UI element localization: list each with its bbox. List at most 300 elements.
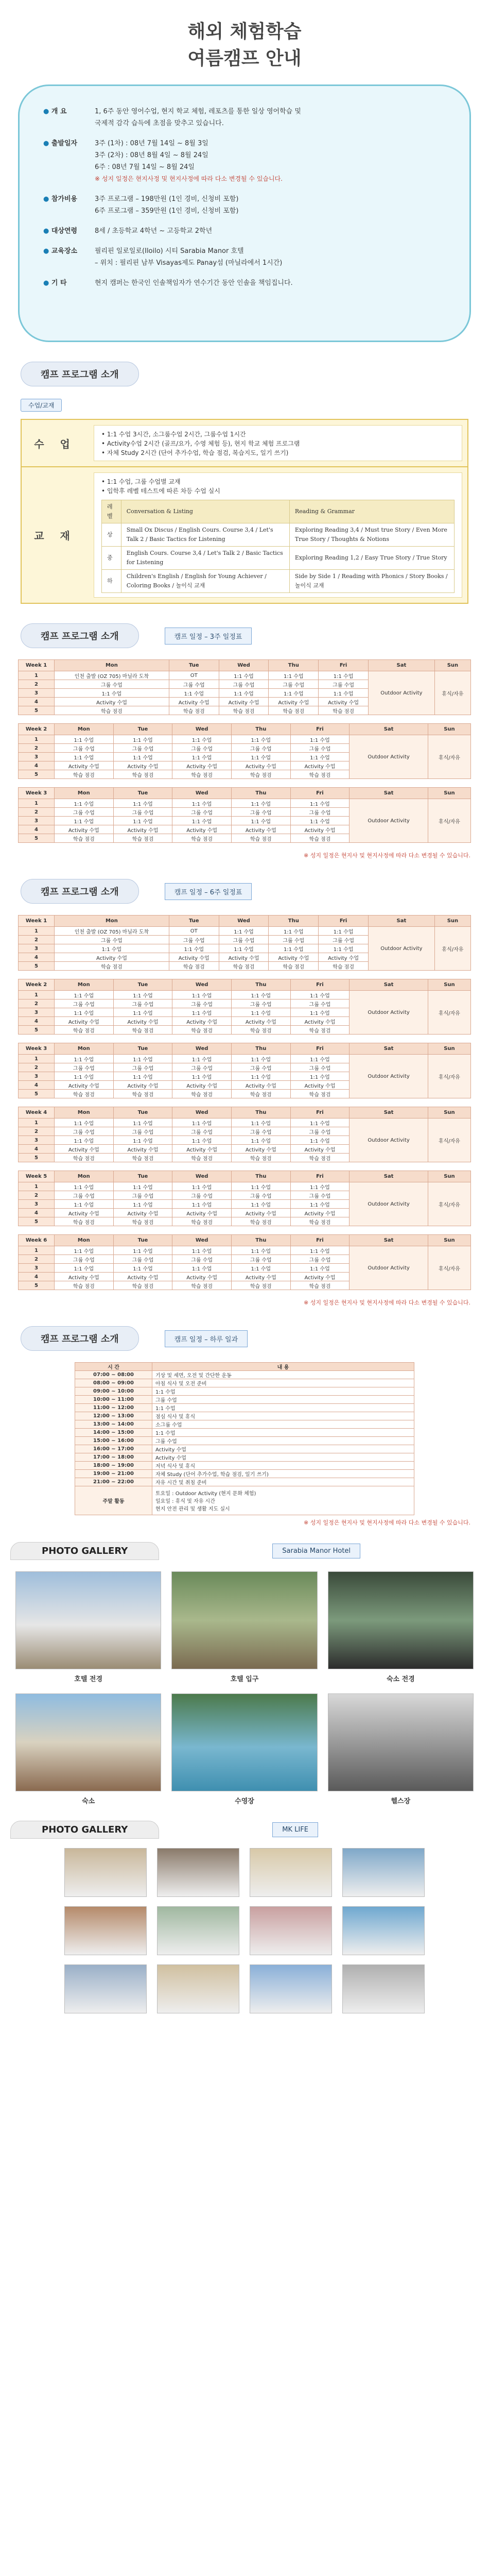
title-line2: 여름캠프 안내 — [187, 48, 302, 69]
period-cell: 3 — [19, 944, 55, 953]
schedule-cell: Activity 수업 — [290, 1145, 350, 1154]
schedule-cell: Activity 수업 — [55, 1209, 114, 1217]
schedule-cell: Activity 수업 — [231, 1017, 290, 1026]
schedule-cell: Activity 수업 — [172, 1209, 232, 1217]
mk-life-photo — [157, 1964, 239, 2013]
schedule-cell: Activity 수업 — [269, 953, 319, 962]
schedule-cell: 1:1 수업 — [113, 1246, 172, 1255]
schedule-cell: 1:1 수업 — [319, 689, 369, 698]
pool-photo — [171, 1693, 317, 1791]
schedule-cell: 그룹 수업 — [113, 808, 172, 817]
week-label: Week 2 — [19, 979, 55, 991]
schedule-cell: 그룹 수업 — [113, 744, 172, 753]
daily-table — [75, 1362, 414, 1515]
schedule-cell: 1:1 수업 — [113, 817, 172, 825]
day-header: Sat — [350, 1171, 428, 1182]
schedule-cell: 1:1 수업 — [231, 753, 290, 761]
day-header: Wed — [172, 1171, 232, 1182]
day-header: Thu — [269, 916, 319, 927]
schedule-cell: Activity 수업 — [319, 953, 369, 962]
level-cell: Small Ox Discus / English Cours. Course 3,4 / Let's Talk 2 / Basic Tactics for Listening — [121, 523, 289, 547]
overview-row — [43, 106, 446, 129]
schedule-cell: Activity 수업 — [172, 1273, 232, 1281]
sunday-cell: 휴식/자유 — [428, 1246, 470, 1290]
gallery-caption: 숙소 전경 — [386, 1675, 415, 1683]
material-label: 교 재 — [34, 530, 76, 542]
day-header: Sun — [428, 1107, 470, 1118]
schedule-cell: 그룹 수업 — [231, 744, 290, 753]
schedule-cell: 1:1 수업 — [55, 1008, 114, 1017]
daily-row: 10:00 ~ 11:00 그룹 수업 — [75, 1396, 414, 1404]
schedule-cell: 1:1 수업 — [231, 1182, 290, 1191]
schedule-cell: 학습 점검 — [55, 1217, 114, 1226]
period-cell: 2 — [19, 1127, 55, 1136]
schedule-cell: 그룹 수업 — [172, 808, 232, 817]
day-header: Sun — [428, 788, 470, 799]
daily-row: 07:00 ~ 08:00 기상 및 세면, 오전 및 간단한 운동 — [75, 1371, 414, 1379]
level-cell: English Cours. Course 3,4 / Let's Talk 2 / Basic Tactics for Listening — [121, 547, 289, 570]
sunday-cell: 휴식/자유 — [428, 1055, 470, 1098]
period-cell: 4 — [19, 1145, 55, 1154]
schedule-cell: 학습 점검 — [290, 834, 350, 843]
period-cell: 4 — [19, 1081, 55, 1090]
overview-warning: ※ 성지 일정은 현지사정 및 현지사정에 따라 다소 변경될 수 있습니다. — [95, 175, 283, 182]
level-cell: 중 — [102, 547, 121, 570]
mk-life-photo — [250, 1848, 332, 1897]
schedule-cell: Activity 수업 — [231, 825, 290, 834]
program-section-header — [21, 360, 489, 388]
day-header: Sat — [350, 724, 428, 735]
overview-line: 8세 / 초등학교 4학년 ~ 고등학교 2학년 — [95, 227, 213, 235]
sched6-tag: 캠프 일정 – 6주 일정표 — [165, 883, 252, 900]
level-header: 레벨 — [102, 500, 121, 523]
schedule-cell: 그룹 수업 — [169, 680, 219, 689]
schedule-cell: 학습 점검 — [113, 1090, 172, 1098]
class-content — [94, 425, 462, 461]
overview-line: 필리핀 일로일로(Iloilo) 시티 Sarabia Manor 호텔 — [95, 247, 244, 255]
schedule-cell: 그룹 수업 — [55, 999, 114, 1008]
section-heading: 캠프 프로그램 소개 — [21, 879, 139, 904]
schedule-cell: 학습 점검 — [55, 706, 169, 715]
overview-row — [43, 225, 446, 237]
schedule-cell: 그룹 수업 — [319, 936, 369, 944]
period-cell: 1 — [19, 671, 55, 680]
period-cell: 5 — [19, 962, 55, 971]
schedule-cell: 학습 점검 — [55, 1281, 114, 1290]
week-label: Week 4 — [19, 1107, 55, 1118]
schedule-cell: 학습 점검 — [169, 962, 219, 971]
daily-row: 16:00 ~ 17:00 Activity 수업 — [75, 1445, 414, 1453]
schedule-cell: 학습 점검 — [55, 770, 114, 779]
schedule-cell: Activity 수업 — [113, 1145, 172, 1154]
day-header: Fri — [290, 1043, 350, 1055]
daily-row: 주말 활동 토요일 : Outdoor Activity (현지 문화 체험) 일요일 : 휴식 및 자유 시간 현지 안전 관리 및 생활 지도 실시 — [75, 1486, 414, 1515]
level-header: Reading & Grammar — [289, 500, 454, 523]
class-line: • 자체 Study 2시간 (단어 추가수업, 학습 점검, 복습지도, 일기 쓰기) — [101, 449, 289, 456]
day-header: Wed — [219, 660, 269, 671]
period-cell: 3 — [19, 1072, 55, 1081]
schedule-cell: Activity 수업 — [290, 1017, 350, 1026]
day-header: Mon — [55, 1107, 114, 1118]
daily-header: 시 간 — [75, 1363, 152, 1371]
day-header: Wed — [172, 724, 232, 735]
mk-life-photo — [64, 1848, 147, 1897]
mk-life-photo — [64, 1906, 147, 1955]
material-row — [22, 467, 467, 603]
schedule-cell: 1:1 수업 — [172, 1136, 232, 1145]
schedule-cell: 그룹 수업 — [113, 1127, 172, 1136]
schedule-cell: Activity 수업 — [231, 1145, 290, 1154]
daily-row: 13:00 ~ 14:00 소그룹 수업 — [75, 1420, 414, 1429]
daily-note: ※ 성지 일정은 현지사 및 현지사정에 따라 다소 변경될 수 있습니다. — [304, 1519, 470, 1526]
schedule-cell: 1:1 수업 — [231, 1200, 290, 1209]
period-cell: 2 — [19, 1255, 55, 1264]
daily-row: 09:00 ~ 10:00 1:1 수업 — [75, 1387, 414, 1396]
day-header: Mon — [55, 724, 114, 735]
schedule-cell: 1:1 수업 — [113, 1200, 172, 1209]
schedule-cell: Activity 수업 — [319, 698, 369, 706]
schedule-cell: 1:1 수업 — [269, 671, 319, 680]
schedule-cell: Activity 수업 — [55, 953, 169, 962]
schedule-6week — [18, 915, 471, 1290]
day-header: Mon — [55, 788, 114, 799]
schedule-cell: 학습 점검 — [55, 834, 114, 843]
schedule-cell: Activity 수업 — [269, 698, 319, 706]
schedule-cell: 1:1 수업 — [113, 1072, 172, 1081]
day-header: Fri — [290, 1107, 350, 1118]
day-header: Thu — [231, 1043, 290, 1055]
daily-header: 내 용 — [152, 1363, 414, 1371]
schedule-cell: 1:1 수업 — [231, 1072, 290, 1081]
week-table — [18, 659, 471, 715]
schedule-cell: 그룹 수업 — [172, 744, 232, 753]
schedule-cell: Activity 수업 — [55, 1017, 114, 1026]
schedule-cell: 1:1 수업 — [169, 944, 219, 953]
mk-life-photo — [342, 1964, 425, 2013]
schedule-cell: 1:1 수업 — [113, 735, 172, 744]
gallery-caption: 호텔 입구 — [230, 1675, 259, 1683]
schedule-cell: 그룹 수업 — [290, 744, 350, 753]
schedule-cell: 그룹 수업 — [55, 680, 169, 689]
schedule-cell: 학습 점검 — [290, 1090, 350, 1098]
schedule-cell: Activity 수업 — [290, 1209, 350, 1217]
schedule-cell: 그룹 수업 — [231, 808, 290, 817]
day-header: Tue — [169, 660, 219, 671]
entrance-photo — [171, 1571, 317, 1669]
schedule-cell: 그룹 수업 — [290, 808, 350, 817]
section-heading: 캠프 프로그램 소개 — [21, 362, 139, 386]
schedule-cell: Activity 수업 — [231, 1209, 290, 1217]
sunday-cell: 휴식/자유 — [428, 799, 470, 843]
day-header: Tue — [169, 916, 219, 927]
schedule-cell: Activity 수업 — [169, 953, 219, 962]
material-line: • 입학후 레벨 테스트에 따른 차등 수업 실시 — [101, 487, 220, 495]
gallery2-header — [10, 1821, 489, 1839]
schedule-cell: 1:1 수업 — [231, 1264, 290, 1273]
daily-section-header — [21, 1324, 489, 1353]
period-cell: 2 — [19, 1063, 55, 1072]
day-header: Sat — [368, 916, 434, 927]
schedule-cell: 1:1 수업 — [172, 1182, 232, 1191]
period-cell: 1 — [19, 1246, 55, 1255]
saturday-cell: Outdoor Activity — [350, 991, 428, 1035]
sunday-cell: 휴식/자유 — [434, 927, 470, 971]
overview-key: ● 기 타 — [43, 277, 95, 289]
mk-life-photo — [250, 1964, 332, 2013]
day-header: Thu — [231, 1235, 290, 1246]
schedule-cell: 학습 점검 — [113, 770, 172, 779]
schedule-cell: 학습 점검 — [172, 1281, 232, 1290]
mk-life-photo — [342, 1848, 425, 1897]
schedule-cell: 학습 점검 — [231, 834, 290, 843]
schedule-cell: 학습 점검 — [55, 962, 169, 971]
overview-line: – 위치 : 필리핀 남부 Visayas제도 Panay섬 (마닐라에서 1시간) — [95, 259, 283, 267]
schedule-cell: Activity 수업 — [172, 1081, 232, 1090]
week-table — [18, 1043, 471, 1098]
schedule-cell: Activity 수업 — [172, 825, 232, 834]
section-heading: 캠프 프로그램 소개 — [21, 1326, 139, 1351]
schedule-cell: 1:1 수업 — [290, 1182, 350, 1191]
day-header: Mon — [55, 660, 169, 671]
schedule-cell: 1:1 수업 — [172, 817, 232, 825]
saturday-cell: Outdoor Activity — [350, 1182, 428, 1226]
schedule-cell: Activity 수업 — [113, 1017, 172, 1026]
schedule-cell: 학습 점검 — [55, 1090, 114, 1098]
gallery-tag: Sarabia Manor Hotel — [272, 1544, 360, 1558]
overview-key: ● 출발일자 — [43, 138, 95, 185]
schedule-cell: 1:1 수업 — [172, 799, 232, 808]
schedule-cell: 1:1 수업 — [231, 817, 290, 825]
daily-row: 19:00 ~ 21:00 자체 Study (단어 추가수업, 학습 점검, 일기 쓰기) — [75, 1470, 414, 1478]
mk-life-photo — [342, 1906, 425, 1955]
daily-tag: 캠프 일정 – 하루 일과 — [165, 1330, 248, 1347]
schedule-cell: Activity 수업 — [113, 1273, 172, 1281]
schedule-cell: 1:1 수업 — [113, 1182, 172, 1191]
day-header: Wed — [172, 979, 232, 991]
day-header: Tue — [113, 1107, 172, 1118]
material-line: • 1:1 수업, 그룹 수업별 교재 — [101, 478, 181, 485]
overview-box — [18, 84, 471, 342]
sched6-note: ※ 성지 일정은 현지사 및 현지사정에 따라 다소 변경될 수 있습니다. — [304, 1299, 470, 1306]
schedule-cell: Activity 수업 — [55, 761, 114, 770]
schedule-cell: 1:1 수업 — [172, 1264, 232, 1273]
schedule-cell: 학습 점검 — [290, 1026, 350, 1035]
mk-life-grid — [0, 1848, 489, 2013]
schedule-cell: 1:1 수업 — [290, 1264, 350, 1273]
gallery-item — [15, 1571, 161, 1683]
schedule-cell: 그룹 수업 — [169, 936, 219, 944]
mk-life-photo — [64, 1964, 147, 2013]
period-cell: 1 — [19, 735, 55, 744]
schedule-cell: 그룹 수업 — [55, 1191, 114, 1200]
schedule-cell: 1:1 수업 — [55, 944, 169, 953]
schedule-cell: 그룹 수업 — [231, 1191, 290, 1200]
schedule-cell: Activity 수업 — [55, 1273, 114, 1281]
period-cell: 5 — [19, 834, 55, 843]
schedule-cell: 학습 점검 — [269, 706, 319, 715]
schedule-cell: 그룹 수업 — [219, 936, 269, 944]
mk-life-photo — [157, 1906, 239, 1955]
schedule-cell: 1:1 수업 — [269, 944, 319, 953]
day-header: Thu — [231, 1171, 290, 1182]
week-label: Week 3 — [19, 788, 55, 799]
overview-line: 3주 (2차) : 08년 8월 4일 ~ 8월 24일 — [95, 151, 208, 159]
schedule-cell: Activity 수업 — [169, 698, 219, 706]
schedule-cell: 학습 점검 — [269, 962, 319, 971]
overview-row — [43, 138, 446, 185]
period-cell: 3 — [19, 1136, 55, 1145]
class-line: • 1:1 수업 3시간, 소그룹수업 2시간, 그룹수업 1시간 — [101, 431, 246, 438]
period-cell: 3 — [19, 817, 55, 825]
overview-key: ● 교육장소 — [43, 245, 95, 269]
overview-key: ● 참가비용 — [43, 193, 95, 217]
period-cell: 5 — [19, 770, 55, 779]
schedule-cell: 그룹 수업 — [172, 1063, 232, 1072]
sched3-note: ※ 성지 일정은 현지사 및 현지사정에 따라 다소 변경될 수 있습니다. — [304, 852, 470, 859]
schedule-cell: 학습 점검 — [231, 770, 290, 779]
schedule-cell: 1:1 수업 — [172, 735, 232, 744]
period-cell: 3 — [19, 689, 55, 698]
schedule-cell: 그룹 수업 — [290, 1063, 350, 1072]
schedule-cell: 학습 점검 — [113, 1281, 172, 1290]
gallery-grid — [15, 1571, 474, 1805]
schedule-cell: 1:1 수업 — [113, 1264, 172, 1273]
sunday-cell: 휴식/자유 — [428, 1118, 470, 1162]
week-label: Week 1 — [19, 660, 55, 671]
schedule-cell: Activity 수업 — [231, 761, 290, 770]
day-header: Sat — [350, 1107, 428, 1118]
schedule-cell: 1:1 수업 — [55, 735, 114, 744]
schedule-cell: 학습 점검 — [113, 1026, 172, 1035]
period-cell: 1 — [19, 1182, 55, 1191]
schedule-cell: 1:1 수업 — [231, 735, 290, 744]
schedule-cell: 학습 점검 — [231, 1154, 290, 1162]
schedule-cell: 그룹 수업 — [231, 1127, 290, 1136]
schedule-cell: 학습 점검 — [231, 1281, 290, 1290]
schedule-cell: 1:1 수업 — [290, 1072, 350, 1081]
schedule-cell: 1:1 수업 — [219, 927, 269, 936]
schedule-cell: 그룹 수업 — [55, 936, 169, 944]
schedule-cell: 1:1 수업 — [113, 753, 172, 761]
day-header: Thu — [231, 788, 290, 799]
day-header: Thu — [231, 724, 290, 735]
schedule-cell: 1:1 수업 — [172, 1008, 232, 1017]
day-header: Fri — [319, 660, 369, 671]
schedule-cell: 그룹 수업 — [172, 1191, 232, 1200]
schedule-cell: 학습 점검 — [172, 1090, 232, 1098]
schedule-cell: Activity 수업 — [172, 761, 232, 770]
overview-line: 6주 : 08년 7월 14일 ~ 8월 24일 — [95, 163, 195, 171]
schedule-cell: 학습 점검 — [113, 1217, 172, 1226]
schedule-cell: Activity 수업 — [219, 953, 269, 962]
schedule-cell: 그룹 수업 — [172, 999, 232, 1008]
gallery-caption: 숙소 — [82, 1798, 95, 1805]
schedule-cell: 1:1 수업 — [172, 1072, 232, 1081]
schedule-cell: 그룹 수업 — [290, 999, 350, 1008]
day-header: Fri — [290, 1171, 350, 1182]
schedule-cell: Activity 수업 — [172, 1145, 232, 1154]
schedule-cell: Activity 수업 — [231, 1273, 290, 1281]
schedule-cell: 그룹 수업 — [113, 1191, 172, 1200]
day-header: Sun — [428, 724, 470, 735]
schedule-cell: Activity 수업 — [55, 1145, 114, 1154]
schedule-cell: Activity 수업 — [290, 825, 350, 834]
sunday-cell: 휴식/자유 — [428, 735, 470, 779]
period-cell: 2 — [19, 936, 55, 944]
schedule-cell: 1:1 수업 — [172, 1200, 232, 1209]
schedule-cell: 1:1 수업 — [319, 671, 369, 680]
material-content — [94, 472, 462, 598]
day-header: Sat — [368, 660, 434, 671]
period-cell: 2 — [19, 1191, 55, 1200]
schedule-cell: 그룹 수업 — [319, 680, 369, 689]
overview-line: 국제적 감각 습득에 초점을 맞추고 있습니다. — [95, 120, 224, 127]
program-tag: 수업/교재 — [21, 399, 62, 412]
schedule-cell: 학습 점검 — [172, 1217, 232, 1226]
mk-life-photo — [250, 1906, 332, 1955]
schedule-cell: 1:1 수업 — [290, 1055, 350, 1063]
schedule-cell: 1:1 수업 — [290, 1136, 350, 1145]
schedule-cell: 학습 점검 — [290, 770, 350, 779]
day-header: Mon — [55, 916, 169, 927]
schedule-cell: 1:1 수업 — [231, 991, 290, 999]
week-label: Week 5 — [19, 1171, 55, 1182]
schedule-cell: 1:1 수업 — [290, 735, 350, 744]
schedule-cell: Activity 수업 — [113, 1081, 172, 1090]
schedule-cell: 학습 점검 — [290, 1281, 350, 1290]
week-label: Week 2 — [19, 724, 55, 735]
day-header: Sun — [428, 1043, 470, 1055]
schedule-cell: 학습 점검 — [172, 834, 232, 843]
level-table — [101, 500, 455, 593]
schedule-cell: 학습 점검 — [319, 706, 369, 715]
period-cell: 4 — [19, 761, 55, 770]
day-header: Wed — [219, 916, 269, 927]
day-header: Tue — [113, 1171, 172, 1182]
schedule-cell: 1:1 수업 — [55, 1055, 114, 1063]
schedule-cell: 그룹 수업 — [231, 999, 290, 1008]
day-header: Sun — [434, 916, 470, 927]
schedule-cell: 1:1 수업 — [219, 689, 269, 698]
daily-row: 15:00 ~ 16:00 그룹 수업 — [75, 1437, 414, 1445]
period-cell: 2 — [19, 744, 55, 753]
schedule-cell: 학습 점검 — [290, 1217, 350, 1226]
schedule-cell: 그룹 수업 — [269, 936, 319, 944]
day-header: Mon — [55, 979, 114, 991]
schedule-cell: 1:1 수업 — [113, 1008, 172, 1017]
day-header: Sat — [350, 788, 428, 799]
period-cell: 4 — [19, 825, 55, 834]
schedule-cell: 학습 점검 — [219, 962, 269, 971]
sched3-tag: 캠프 일정 – 3주 일정표 — [165, 628, 252, 645]
schedule-cell: 그룹 수업 — [113, 1063, 172, 1072]
class-label: 수 업 — [34, 437, 76, 450]
schedule-cell: 학습 점검 — [55, 1154, 114, 1162]
gallery-item — [328, 1693, 474, 1805]
day-header: Thu — [231, 1107, 290, 1118]
period-cell: 1 — [19, 1118, 55, 1127]
period-cell: 3 — [19, 1200, 55, 1209]
period-cell: 5 — [19, 1026, 55, 1035]
schedule-cell: 그룹 수업 — [113, 1255, 172, 1264]
schedule-cell: 1:1 수업 — [269, 927, 319, 936]
schedule-cell: 인천 출발 (OZ 705) 마닐라 도착 — [55, 927, 169, 936]
schedule-cell: 1:1 수업 — [55, 817, 114, 825]
period-cell: 3 — [19, 753, 55, 761]
schedule-cell: 1:1 수업 — [231, 1055, 290, 1063]
schedule-cell: Activity 수업 — [55, 1081, 114, 1090]
schedule-cell: Activity 수업 — [55, 698, 169, 706]
